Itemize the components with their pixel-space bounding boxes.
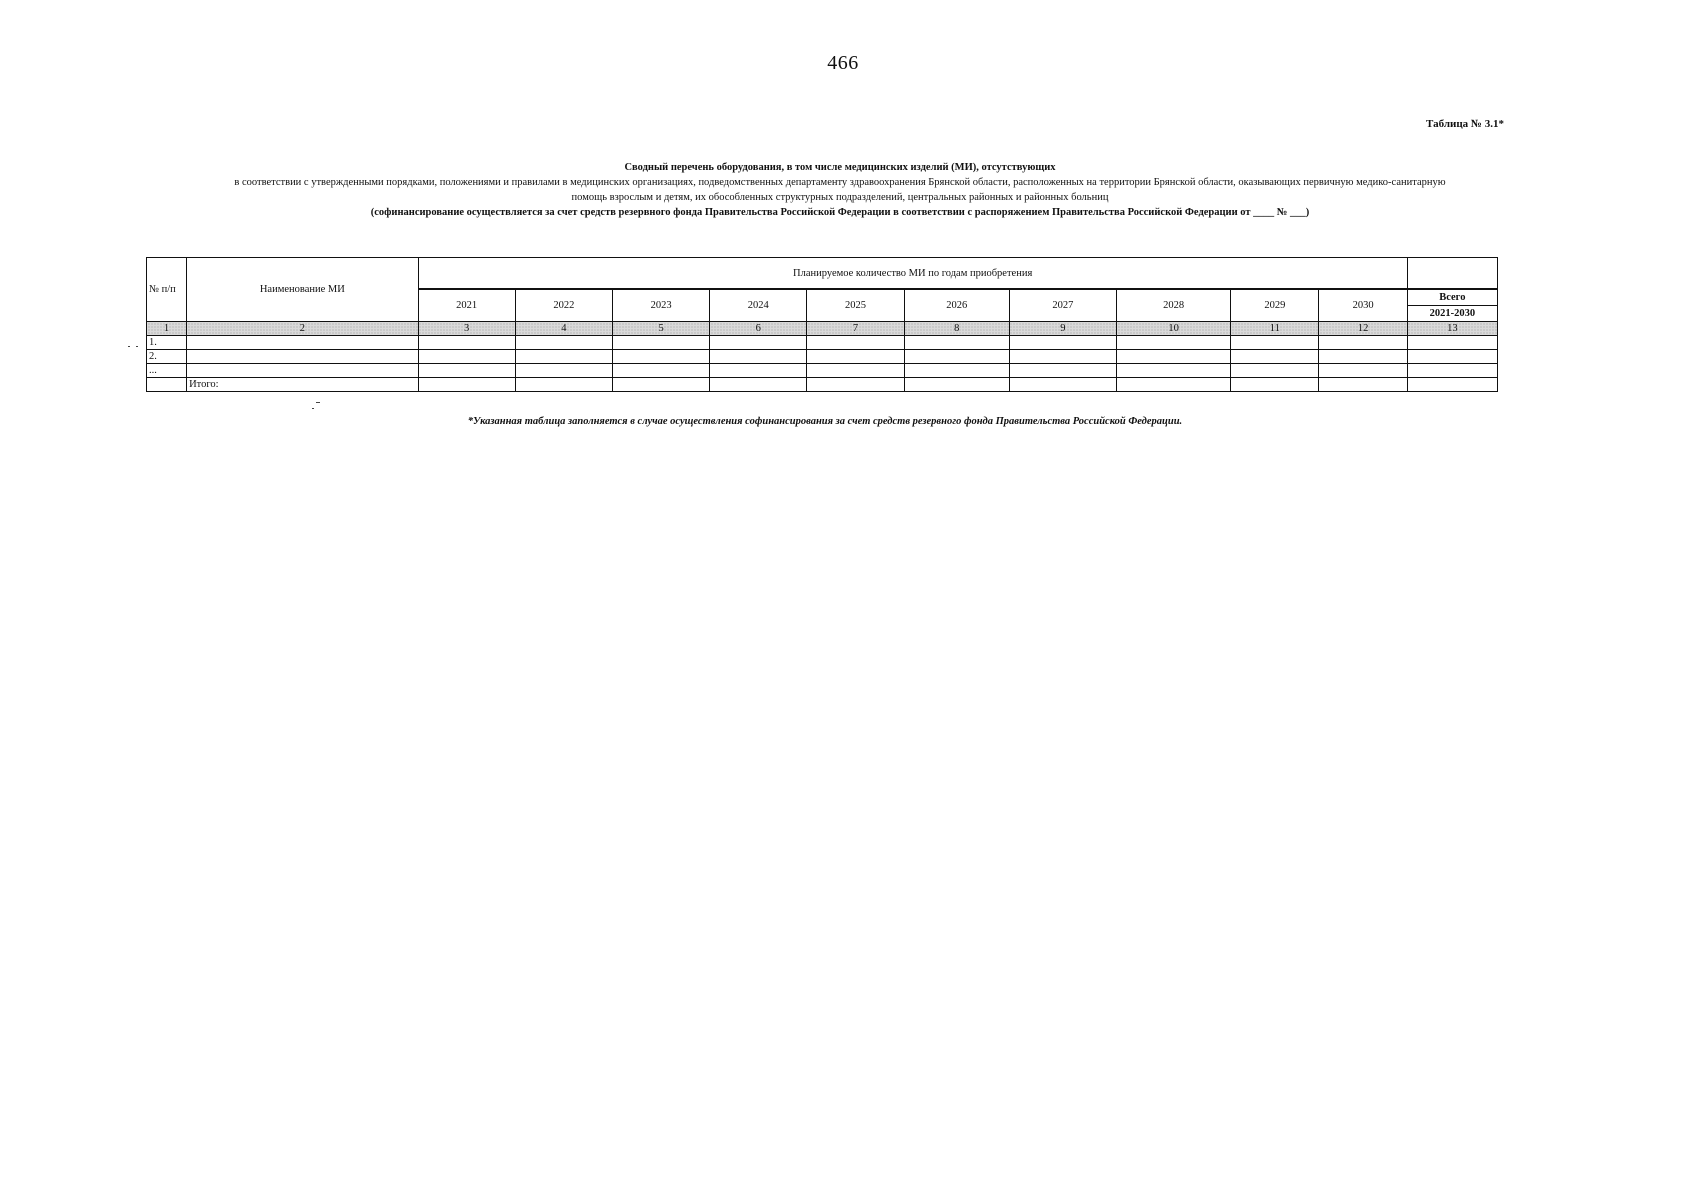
column-number: 3 — [418, 322, 515, 336]
header-total-range: 2021-2030 — [1407, 306, 1497, 322]
document-title — [140, 160, 1540, 220]
row-value-cell — [710, 350, 807, 364]
row-value-cell — [904, 378, 1009, 392]
row-value-cell — [1407, 364, 1497, 378]
row-value-cell — [904, 364, 1009, 378]
row-value-cell — [710, 378, 807, 392]
row-value-cell — [1117, 336, 1231, 350]
row-value-cell — [418, 378, 515, 392]
table-label: Таблица № 3.1* — [1426, 118, 1504, 130]
scan-speck — [128, 346, 130, 347]
column-number: 7 — [807, 322, 904, 336]
title-line-2: в соответствии с утвержденными порядками, положениями и правилами в медицинских организациях, подведомственных департаменту здравоохранения Брянской области, расположенных на территории Брянской области, оказывающих первичную медико-санитарную — [234, 177, 1446, 188]
row-value-cell — [1407, 336, 1497, 350]
equipment-table — [146, 257, 1498, 392]
header-row-1 — [147, 258, 1498, 290]
row-value-cell — [1231, 364, 1319, 378]
header-total: Всего — [1407, 289, 1497, 306]
column-number: 8 — [904, 322, 1009, 336]
scan-speck — [312, 408, 314, 409]
row-value-cell — [612, 350, 709, 364]
header-num: № п/п — [147, 258, 187, 322]
row-value-cell — [1231, 336, 1319, 350]
scan-speck — [136, 346, 138, 347]
column-number: 13 — [1407, 322, 1497, 336]
row-value-cell — [515, 378, 612, 392]
row-value-cell — [807, 350, 904, 364]
row-value-cell — [1231, 378, 1319, 392]
row-name — [187, 364, 419, 378]
footnote: *Указанная таблица заполняется в случае осуществления софинансирования за счет средств резервного фонда Правительства Российской Федерации. — [467, 416, 1183, 427]
row-value-cell — [515, 364, 612, 378]
title-line-3: помощь взрослым и детям, их обособленных структурных подразделений, центральных районных и районных больниц — [571, 192, 1109, 203]
table-row — [147, 364, 1498, 378]
header-year-2030: 2030 — [1319, 289, 1407, 322]
row-name — [187, 336, 419, 350]
column-number: 11 — [1231, 322, 1319, 336]
row-value-cell — [612, 336, 709, 350]
page-number: 466 — [827, 52, 859, 74]
row-value-cell — [904, 336, 1009, 350]
row-value-cell — [904, 350, 1009, 364]
header-year-2021: 2021 — [418, 289, 515, 322]
header-year-2028: 2028 — [1117, 289, 1231, 322]
row-value-cell — [1231, 350, 1319, 364]
row-number: ... — [147, 364, 187, 378]
row-value-cell — [710, 336, 807, 350]
column-number: 9 — [1009, 322, 1116, 336]
row-name: Итого: — [187, 378, 419, 392]
column-number-row — [147, 322, 1498, 336]
column-number: 6 — [710, 322, 807, 336]
row-value-cell — [515, 350, 612, 364]
header-year-2022: 2022 — [515, 289, 612, 322]
row-value-cell — [1009, 350, 1116, 364]
row-value-cell — [612, 378, 709, 392]
scan-speck — [316, 402, 320, 403]
row-number: 1. — [147, 336, 187, 350]
table-row — [147, 350, 1498, 364]
column-number: 1 — [147, 322, 187, 336]
row-value-cell — [1407, 350, 1497, 364]
column-number: 5 — [612, 322, 709, 336]
row-value-cell — [1117, 364, 1231, 378]
row-value-cell — [1319, 350, 1407, 364]
row-number — [147, 378, 187, 392]
column-number: 10 — [1117, 322, 1231, 336]
row-value-cell — [1009, 378, 1116, 392]
column-number: 4 — [515, 322, 612, 336]
header-year-2025: 2025 — [807, 289, 904, 322]
header-name: Наименование МИ — [187, 258, 419, 322]
row-value-cell — [418, 350, 515, 364]
row-number: 2. — [147, 350, 187, 364]
title-line-1: Сводный перечень оборудования, в том числе медицинских изделий (МИ), отсутствующих — [624, 162, 1056, 173]
row-value-cell — [418, 364, 515, 378]
row-value-cell — [1319, 336, 1407, 350]
column-number: 12 — [1319, 322, 1407, 336]
row-value-cell — [1117, 378, 1231, 392]
row-value-cell — [710, 364, 807, 378]
header-year-2026: 2026 — [904, 289, 1009, 322]
row-value-cell — [1117, 350, 1231, 364]
table-row — [147, 336, 1498, 350]
row-value-cell — [1319, 378, 1407, 392]
row-value-cell — [1407, 378, 1497, 392]
table-row — [147, 378, 1498, 392]
header-group: Планируемое количество МИ по годам приобретения — [418, 258, 1407, 290]
column-number: 2 — [187, 322, 419, 336]
header-year-2024: 2024 — [710, 289, 807, 322]
row-value-cell — [1009, 364, 1116, 378]
header-year-2029: 2029 — [1231, 289, 1319, 322]
title-line-4: (софинансирование осуществляется за счет средств резервного фонда Правительства Российской Федерации в соответствии с распоряжением Правительства Российской Федерации от ____ № ___) — [370, 207, 1310, 218]
header-total-blank — [1407, 258, 1497, 290]
row-value-cell — [807, 364, 904, 378]
table-body — [147, 336, 1498, 392]
row-name — [187, 350, 419, 364]
row-value-cell — [515, 336, 612, 350]
row-value-cell — [1009, 336, 1116, 350]
row-value-cell — [612, 364, 709, 378]
row-value-cell — [418, 336, 515, 350]
header-year-2027: 2027 — [1009, 289, 1116, 322]
row-value-cell — [807, 336, 904, 350]
header-year-2023: 2023 — [612, 289, 709, 322]
row-value-cell — [1319, 364, 1407, 378]
row-value-cell — [807, 378, 904, 392]
